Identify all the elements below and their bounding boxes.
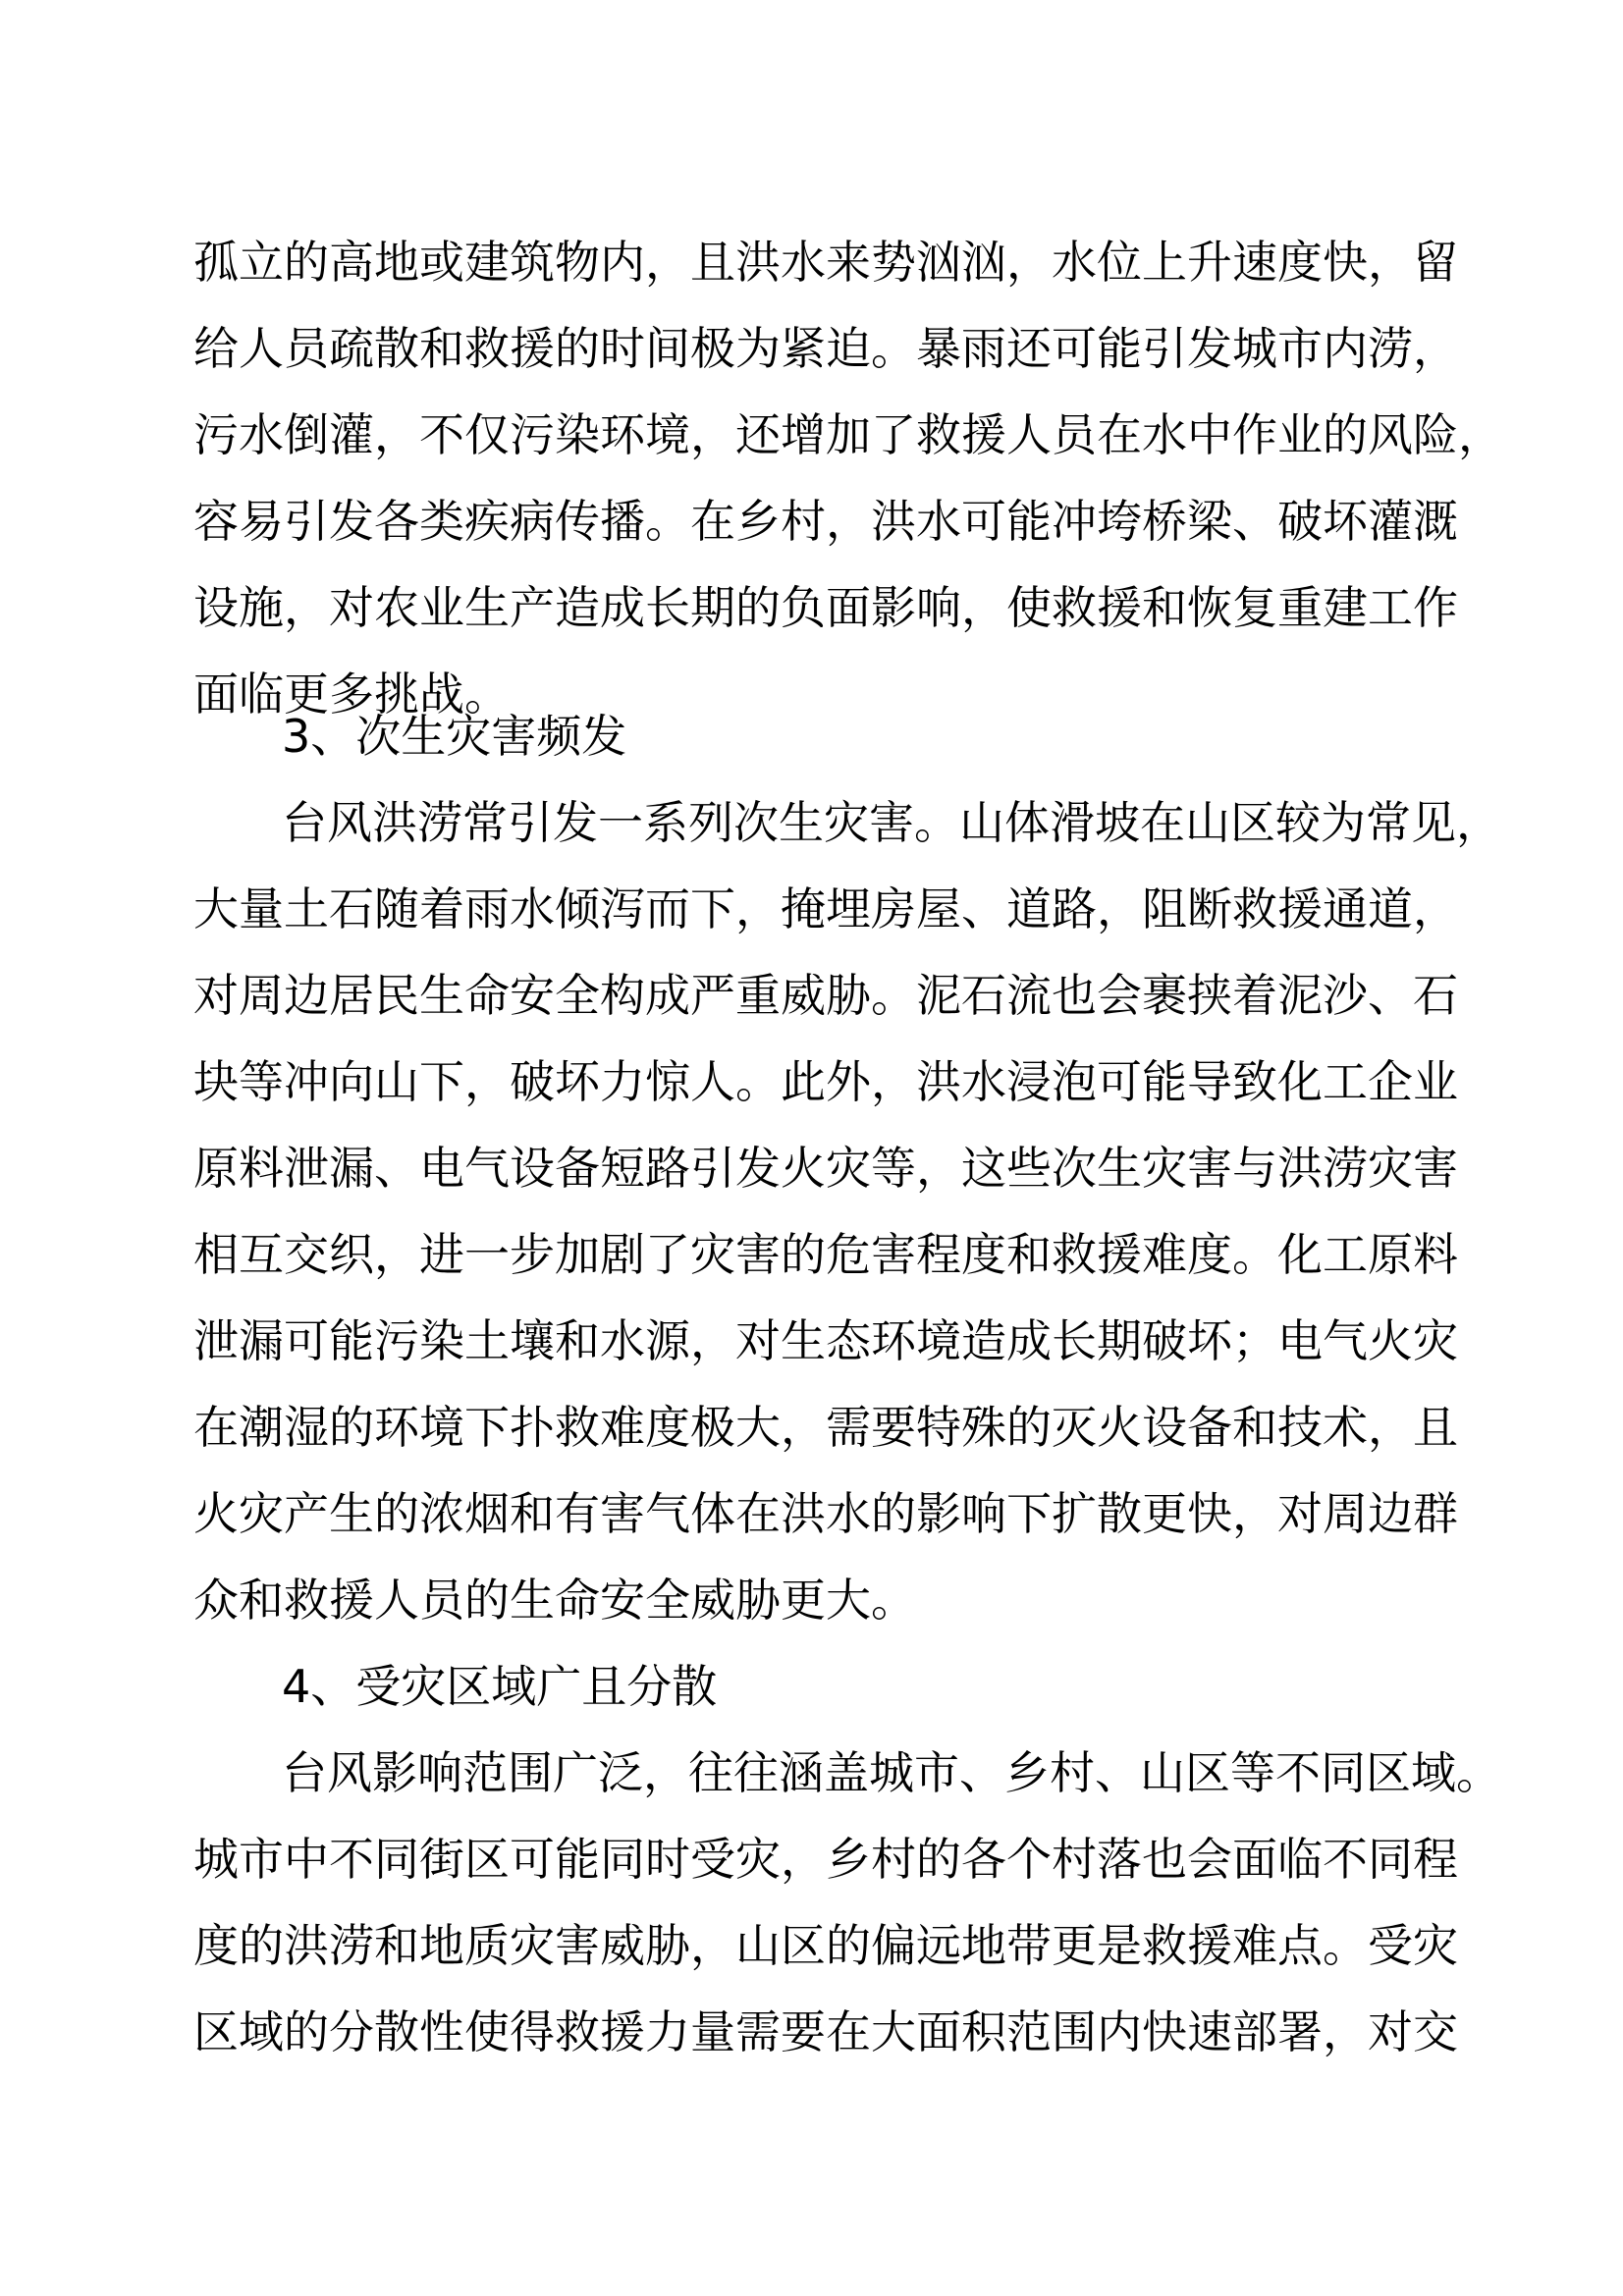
paragraph-3-line-2: 城市中不同街区可能同时受灾，乡村的各个村落也会面临不同程 (193, 1833, 1458, 1886)
paragraph-1-line-1: 孤立的高地或建筑物内，且洪水来势汹汹，水位上升速度快，留 (193, 236, 1458, 289)
paragraph-2-line-5: 原料泄漏、电气设备短路引发火灾等，这些次生灾害与洪涝灾害 (193, 1142, 1458, 1195)
paragraph-1-line-2: 给人员疏散和救援的时间极为紧迫。暴雨还可能引发城市内涝， (193, 322, 1458, 375)
paragraph-2-line-4: 块等冲向山下，破坏力惊人。此外，洪水浸泡可能导致化工企业 (193, 1055, 1458, 1108)
paragraph-2-line-6: 相互交织，进一步加剧了灾害的危害程度和救援难度。化工原料 (193, 1228, 1458, 1281)
section-heading-3: 3、次生灾害频发 (282, 710, 627, 763)
paragraph-1-line-4: 容易引发各类疾病传播。在乡村，洪水可能冲垮桥梁、破坏灌溉 (193, 495, 1458, 548)
paragraph-1-line-5: 设施，对农业生产造成长期的负面影响，使救援和恢复重建工作 (193, 581, 1458, 634)
paragraph-1-line-3: 污水倒灌，不仅污染环境，还增加了救援人员在水中作业的风险， (193, 408, 1503, 461)
paragraph-3-line-1: 台风影响范围广泛，往往涵盖城市、乡村、山区等不同区域。 (282, 1746, 1501, 1799)
section-heading-4: 4、受灾区域广且分散 (282, 1660, 718, 1713)
paragraph-2-line-8: 在潮湿的环境下扑救难度极大，需要特殊的灭火设备和技术，且 (193, 1401, 1458, 1454)
paragraph-1-line-6: 面临更多挑战。 (193, 667, 510, 721)
paragraph-2-line-9: 火灾产生的浓烟和有害气体在洪水的影响下扩散更快，对周边群 (193, 1487, 1458, 1540)
paragraph-3-line-3: 度的洪涝和地质灾害威胁，山区的偏远地带更是救援难点。受灾 (193, 1919, 1458, 1972)
paragraph-3-line-4: 区域的分散性使得救援力量需要在大面积范围内快速部署，对交 (193, 2005, 1458, 2058)
paragraph-2-line-3: 对周边居民生命安全构成严重威胁。泥石流也会裹挟着泥沙、石 (193, 969, 1458, 1022)
paragraph-2-line-10: 众和救援人员的生命安全威胁更大。 (193, 1574, 916, 1627)
paragraph-2-line-7: 泄漏可能污染土壤和水源，对生态环境造成长期破坏；电气火灾 (193, 1314, 1458, 1367)
paragraph-2-line-1: 台风洪涝常引发一系列次生灾害。山体滑坡在山区较为常见， (282, 796, 1501, 849)
paragraph-2-line-2: 大量土石随着雨水倾泻而下，掩埋房屋、道路，阻断救援通道， (193, 882, 1458, 935)
